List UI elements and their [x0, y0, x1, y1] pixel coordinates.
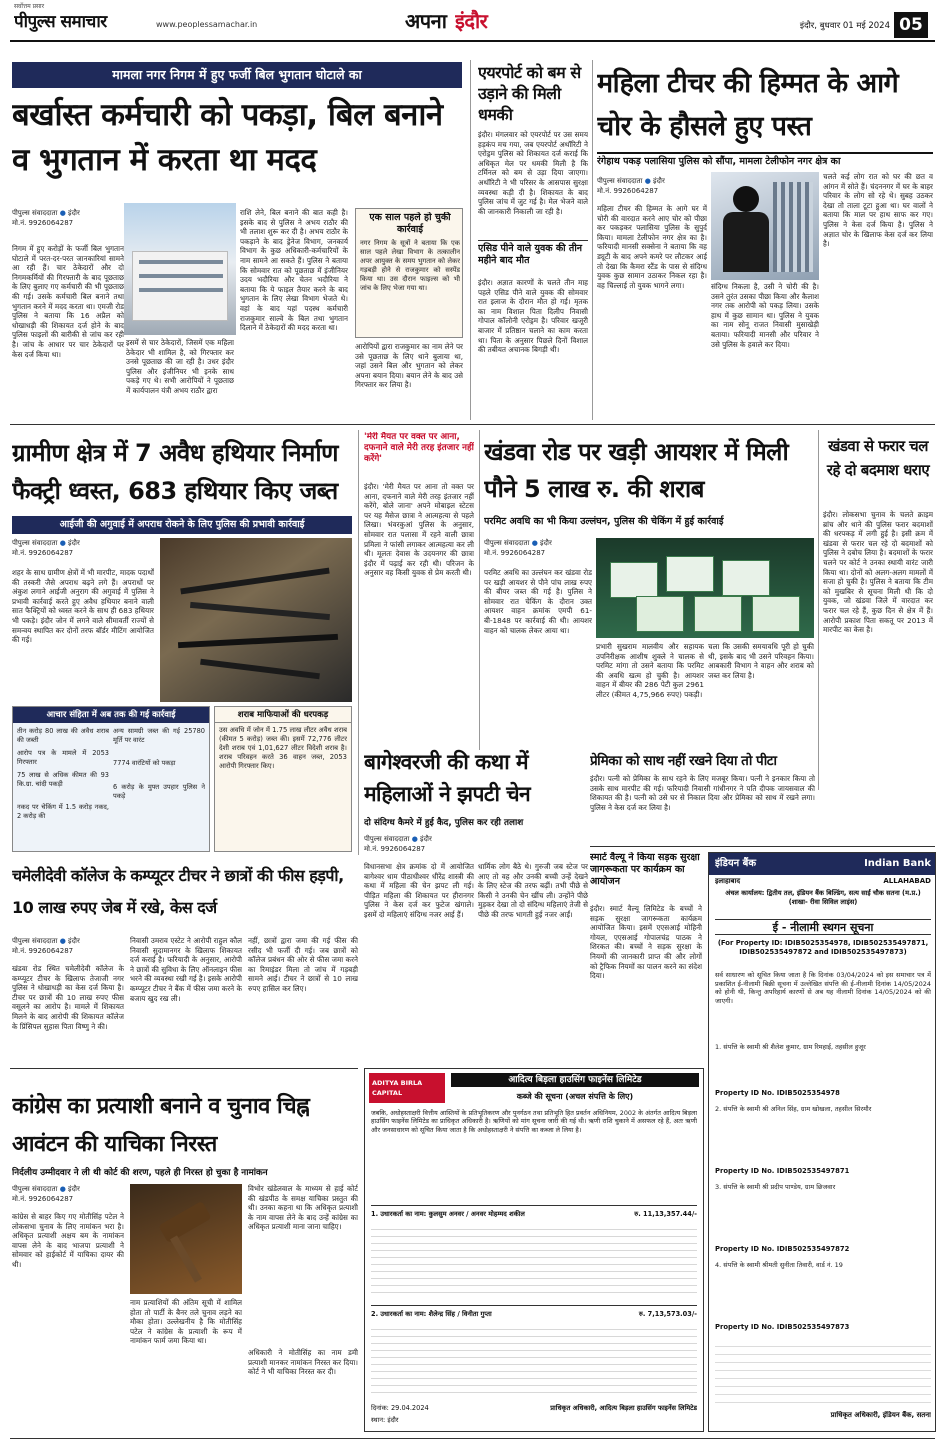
story9-text: इंदौर। पत्नी को प्रेमिका के साथ रहने के लिए मजबूर किया। पत्नी ने इनकार किया तो उसके साथ मारपीट की गई। फरियादी निवासी गांधीनगर ने पति दीपक जायसवाल की शिकायत की है। पत्नी को उसे घर से निकाल दिया और प्रेमिका को साथ में रखने लगा। पुलिस ने केस दर्ज कर लिया है। [590, 774, 815, 812]
birla-entry2-details [371, 1323, 697, 1395]
bank-item: 2. संपत्ति के स्वामी श्री अनिल सिंह, ग्राम खोखला, तहसील सिरमौर [715, 1105, 872, 1113]
story6-kicker: परमिट अवधि का भी किया उल्लंघन, पुलिस की चेकिंग में हुई कार्रवाई [484, 516, 724, 527]
story2-headline[interactable]: एयरपोर्ट को बम से उड़ाने की मिली धमकी [478, 63, 581, 124]
byline-mobile: मो.नं. 9926064287 [12, 219, 74, 227]
sidebox-title: एक साल पहले हो चुकी कार्रवाई [369, 212, 451, 235]
byline-city: इंदौर [420, 835, 432, 843]
story2-text: इंदौर। मंगलवार को एयरपोर्ट पर उस समय हड़कंप मच गया, जब एयरपोर्ट अथॉरिटी ने एरोड्रम पुलिस को शिकायत दर्ज कराई कि अधिकृत मेल पर धमकी मिली है कि टर्मिनल को बम से उड़ा दिया जाएगा। अथॉरिटी ने भी परिसर के आसपास सुरक्षा व्यवस्था कड़ी दी है। शिकायत के बाद पुलिस जांच में जुट गई है। मेल भेजने वाले की जानकारी निकाली जा रही है। [478, 130, 588, 216]
story1-col4: आरोपियों द्वारा राजकुमार का नाम लेने पर उसे पूछताछ के लिए थाने बुलाया था, जहां उसने बिल और भुगतान को लेकर अपना बयान दिया। बयान लेने के बाद उसे गिरफ्तार कर लिया है। [355, 342, 463, 390]
box1-item: 75 लाख से अधिक कीमत की 93 कि.ग्रा. चांदी पकड़ी [17, 771, 109, 788]
story12-col4: अधिकारी ने मोतीसिंह का नाम डमी प्रत्याशी मानकर नामांकन निरस्त कर दिया। कोर्ट ने भी याचिका निरस्त कर दी। [248, 1348, 358, 1377]
bank-property-id[interactable]: Property ID No. IDIB502535497871 [715, 1167, 850, 1175]
bank-property-ids: (For Property ID: IDIB5025354978, IDIB502535497871, IDIB502535497872 and IDIB502535497873) [717, 939, 929, 957]
bank-body: सर्व साधारण को सूचित किया जाता है कि दिनांक 03/04/2024 को इस समाचार पत्र में प्रकाशित ई-नीलामी बिक्री सूचना में उल्लेखित संपत्ति की ई-नीलामी दिनांक 14/05/2024 को होनी थी, किन्तु अपरिहार्य कारणों से अब यह नीलामी दिनांक 14/05/2024 को की जाएगी। [715, 971, 931, 1005]
bank-name-hindi: इंडियन बैंक [715, 858, 757, 869]
box1-item: 7774 वारंटियों को पकड़ा [113, 759, 176, 767]
bank-property-id[interactable]: Property ID No. IDIB502535497872 [715, 1245, 850, 1253]
box1-item: तीन करोड़ 80 लाख की अवैध शराब की जब्ती [17, 727, 109, 744]
bank-sign: प्राधिकृत अधिकारी, इंडियन बैंक, सतना [830, 1411, 931, 1419]
box1-item: नकद पर चेकिंग में 1.5 करोड़ नकद, 2 करोड़ की [17, 803, 109, 820]
story6-col2: प्रभारी सुखराम मालवीय और सहायक उपनिरीक्षक आशीष शुक्ले ने चालक से परमिट मांगा तो उसने बताया कि परमिट की अवधि खत्म हो चुकी है। आयशर वाहन में बीयर की 286 पेटी कुल 2961 लीटर (कीमत 4,75,966 रुपए) पकड़ी। [596, 642, 704, 699]
story1-col2: इसमें से चार ठेकेदारों, जिसमें एक महिला ठेकेदार भी शामिल है, को गिरफ्तार कर उनसे पूछताछ की जा रही है। उधर इंदौर पुलिस और इंजीनियर भी इनके साथ पकड़े गए थे। सभी आरोपियों ने पूछताछ में कार्यपालन यंत्री अभय राठौर द्वारा [126, 338, 234, 395]
byline-reporter: पीपुल्स संवाददाता [484, 539, 530, 547]
story3-photo-thief [711, 172, 819, 280]
bank-zone: अंचल कार्यालय: द्वितीय तल, इंडियन बैंक बिल्डिंग, सत्य साईं चौक सतना (म.प्र.) (शाखा- रीवा सिविल लाइंस) [725, 889, 921, 906]
ad-aditya-birla[interactable] [364, 1068, 704, 1432]
bank-item: 3. संपत्ति के स्वामी श्री प्रदीप पाण्डेय, ग्राम छिजवार [715, 1183, 836, 1191]
story4-text: शहर के साथ ग्रामीण क्षेत्रों में भी मारपीट, मादक पदार्थों की तस्करी जैसे अपराध बढ़ने लगे हैं। अपराधों पर अंकुश लगाने आईजी अनुराग की अगुवाई में पुलिस ने प्रभावी कार्रवाई करते हुए अवैध हथियार बनाने वाली सात फैक्ट्रियों को ध्वस्त करने के साथ ही 683 हथियार भी पकड़े। इंदौर जोन में लगने वाले सीमावर्ती राज्यों से समन्वय स्थापित कर दोनों तरफ बॉर्डर मीटिंग आयोजित की गई। [12, 568, 154, 645]
story1-sidebox [355, 208, 463, 338]
story3-kicker: रंगेहाथ पकड़ पलासिया पुलिस को सौंपा, मामला टेलीफोन नगर क्षेत्र का [597, 152, 933, 168]
story12-col3: विभोर खंडेलवाल के माध्यम से हाई कोर्ट की खंडपीठ के समक्ष याचिका प्रस्तुत की थी। उनका कहना था कि अधिकृत प्रत्याशी के नाम वापस लेने के बाद उन्हें कांग्रेस का अधिकृत प्रत्याशी माना जाना चाहिए। [248, 1184, 358, 1232]
story6-col1: परमिट अवधि का उल्लंघन कर खंडवा रोड पर खड़ी आयशर से पौने पांच लाख रुपए की बीयर जब्त की गई है। पुलिस ने सोमवार रात चेकिंग के दौरान उक्त आयशर वाहन क्रमांक एमपी 61-बी-1848 पर कार्रवाई की थी। आयशर वाहन को चालक लेकर आया था। [484, 568, 592, 635]
story5-text: इंदौर। 'मेरी मैयत पर आना तो वक्त पर आना, दफनाने वाले मेरी तरह इंतजार नहीं करेंगे, बोले जाना' अपने मोबाइल स्टेटस पर यह मैसेज छात्रा ने आत्महत्या से पहले लिखा। भंवरकुआं पुलिस के अनुसार, सोमवार रात पलासा में रहने वाली छात्रा प्रमिला ने फांसी लगाकर आत्महत्या कर ली थी। मूलतः देवास के उदयनगर की छात्रा इंदौर में पढ़ाई कर रही थी। परिजन के अनुसार वह किसी युवक से प्रेम करती थी। [364, 482, 474, 578]
story1-photo-building [124, 203, 236, 335]
story1-byline [12, 208, 122, 232]
birla-notice-title: कब्जे की सूचना (अचल संपत्ति के लिए) [516, 1092, 634, 1101]
birla-entry2: 2. उधारकर्ता का नाम: शैलेन्द्र सिंह / विनीता गुप्ता [371, 1310, 492, 1318]
byline-city: इंदौर [68, 937, 80, 945]
story4-kicker: आईजी की अगुवाई में अपराध रोकने के लिए पुलिस की प्रभावी कार्रवाई [12, 516, 352, 534]
bank-item: 4. संपत्ति के स्वामी श्रीमती सुनीता तिवारी, वार्ड नं. 19 [715, 1261, 843, 1269]
story1-col3: राशि लेने, बिल बनाने की बात कही है। इसके बाद से पुलिस ने अभय राठौर की भी तलाश शुरू कर दी है। अभय राठौर के पकड़ाने के बाद ड्रेनेज विभाग, जनकार्य विभाग के कुछ अधिकारी-कर्मचारियों के नाम सामने आ सकते हैं। पुलिस ने बताया कि सोमवार रात को पूछताछ में इंजीनियर उदय भदौरिया और चेतन भदौरिया ने बताया कि ये फाइल तैयार करने के बाद भुगतान के लिए लेखा विभाग भेजते थे। वहां के बाद यहां पदस्थ कर्मचारी राजकुमार साल्वे के बिल तथा भुगतान दिलाने में ठेकेदारों की मदद करता था। [240, 208, 348, 333]
story8-col1: विधानसभा क्षेत्र क्रमांक दो में आयोजित बागेश्वर धाम पीठाधीश्वर धीरेंद्र शास्त्री की कथा में महिला की चेन झपट ली गई। पीड़ित महिला की शिकायत पर हीरानगर पुलिस ने केस दर्ज कर फुटेज खंगाले। इसमें दो महिलाएं संदिग्ध नजर आई हैं। [364, 862, 474, 919]
byline-reporter: पीपुल्स संवाददाता [12, 1185, 58, 1193]
building-shape [132, 251, 228, 321]
byline-city: इंदौर [68, 1185, 80, 1193]
story11-col3: नहीं, छात्रों द्वारा जमा की गई फीस की रसीद भी फर्जी दी गई। जब छात्रों को कॉलेज प्रबंधन की ओर से फीस जमा करने का रिमाइंडर मिला तो जांच में गड़बड़ी सामने आई। टीचर ने छात्रों से 10 लाख रुपए हासिल कर लिए। [248, 936, 358, 993]
story12-headline[interactable]: कांग्रेस का प्रत्याशी बनाने व चुनाव चिह्न आवंटन की याचिका निरस्त [12, 1094, 310, 1157]
bank-property-id[interactable]: Property ID No. IDIB502535497873 [715, 1323, 850, 1331]
bank-header [709, 853, 935, 875]
story7-headline[interactable]: खंडवा से फरार चल रहे दो बदमाश धराए [826, 437, 930, 479]
newspaper-logo: पीपुल्स समाचार [14, 12, 107, 32]
story5-quote[interactable]: 'मेरी मैयत पर वक्त पर आना, दफनाने वाले मेरी तरह इंतजार नहीं करेंगे' [364, 432, 474, 464]
story8-kicker: दो संदिग्ध कैमरे में हुई कैद, पुलिस कर रही तलाश [364, 818, 524, 828]
birla-entry2-amount: रु. 7,13,573.03/- [638, 1310, 697, 1318]
byline-mobile: मो.नं. 9926064287 [364, 845, 426, 853]
story1-kicker: मामला नगर निगम में हुए फर्जी बिल भुगतान घोटाले का [12, 62, 462, 88]
story4-headline[interactable]: ग्रामीण क्षेत्र में 7 अवैध हथियार निर्माण फैक्ट्री ध्वस्त, 683 हथियार किए जब्त [12, 439, 338, 505]
story2-subtext: इंदौर। अज्ञात कारणों के चलते तीन माह पहले एसिड पीने वाले युवक की सोमवार रात इलाज के दौरान मौत हो गई। मृतक का नाम विशाल पिता दिलीप निवासी गोपाल कॉलोनी एरोड्रम है। परिवार खजूरी बाजार में प्रतिष्ठान चलाने का काम करता था। पिता के अनुसार पिछले दिनों विशाल की तबीयत अचानक बिगड़ी थी। [478, 278, 588, 355]
byline-mobile: मो.नं. 9926064287 [12, 1195, 74, 1203]
box1-title: आचार संहिता में अब तक की गई कार्रवाई [13, 707, 209, 723]
story8-byline: पीपुल्स संवाददाता ● इंदौर मो.नं. 9926064287 [364, 835, 432, 853]
box1-item: अन्य सामग्री जब्त की गई 25780 मूर्ति पर वारंट [113, 727, 205, 744]
story11-col2: निवासी उमराव एस्टेट ने आरोपी राहुल कौल निवासी सुदामानगर के खिलाफ शिकायत दर्ज कराई है। फरियादी के अनुसार, आरोपी ने छात्रों की सुविधा के लिए ऑनलाइन फीस भरने की व्यवस्था रखी गई है। इसके आरोपी कम्प्यूटर टीचर ने बैंक में फीस जमा करने के बजाय खुद रख ली। [130, 936, 242, 1003]
story6-headline[interactable]: खंडवा रोड पर खड़ी आयशर में मिली पौने 5 लाख रु. की शराब [484, 438, 789, 503]
story7-text: इंदौर। लोकसभा चुनाव के चलते क्राइम ब्रांच और थाने की पुलिस फरार बदमाशों की धरपकड़ में लगी हुई है। इसी क्रम में खंडवा से फरार चल रहे दो बदमाशों को पुलिस ने दबोच लिया है। बदमाशों के फरार चलने पर कोर्ट ने उनका स्थायी वारंट जारी किया था। दोनों को अलग-अलग मामलों में सजा हो चुकी है। पुलिस ने बताया कि टीम को मुखबिर से सूचना मिली थी कि दो युवक, जो खंडवा जिले में वारदात कर फरार चल रहे हैं, कुछ दिन से क्षेत्र में हैं। आरोपी प्रकाश पिता सकतू पर 2013 में मारपीट का केस है। [823, 510, 933, 635]
byline-reporter: पीपुल्स संवाददाता [364, 835, 410, 843]
story8-col2: धार्मिक लोग बैठे थे। गुरुजी जब स्टेज पर आए तो वह और उनकी बच्ची उन्हें देखने के लिए स्टेज की तरफ बढ़ीं। तभी पीछे से किसी ने उनकी चेन खींच ली। उन्होंने पीछे मुड़कर देखा तो दो संदिग्ध महिलाएं तेजी से पीछे की तरफ भागती हुई नजर आईं। [478, 862, 588, 919]
box2-text: उस अवधि में जोन में 1.75 लाख लीटर अवैध शराब (कीमत 5 करोड़) जब्त की। इसमें 72,776 लीटर देशी शराब एवं 1,01,627 लीटर विदेशी शराब है। शराब परिवहन करते 36 वाहन जब्त, 2053 आरोपी गिरफ्तार किए। [219, 726, 347, 770]
story10-headline[interactable]: स्मार्ट वैल्यू ने किया सड़क सुरक्षा जागरूकता पर कार्यक्रम का आयोजन [590, 852, 700, 887]
tagline: सर्वोत्तम प्रसार [14, 3, 45, 10]
ad-indian-bank[interactable] [708, 852, 936, 1432]
byline-reporter: पीपुल्स संवाददाता [12, 937, 58, 945]
story3-col2: संदिग्ध निकला है, उसी ने चोरी की है। उसने तुरंत उसका पीछा किया और कैलाश नगर तक आरोपी को पकड़ लिया। उसके हाथ में कुछ सामान था। पुलिस ने युवक का नाम सोनू राजत निवासी मुसाखेड़ी बताया। फरियादी मानसी और परिवार ने उसे पुलिस के हवाले कर दिया। [711, 282, 819, 349]
story4-byline: पीपुल्स संवाददाता ● इंदौर मो.नं. 9926064287 [12, 539, 80, 557]
story6-col3: चला कि उसकी समयावधि पूरी हो चुकी थी, इसके बाद भी उसने परिवहन किया। आबकारी विभाग ने वाहन और शराब को जब्त कर लिया है। [708, 642, 814, 680]
story3-byline: पीपुल्स संवाददाता ● इंदौर मो.नं. 9926064287 [597, 177, 665, 195]
story11-byline: पीपुल्स संवाददाता ● इंदौर मो.नं. 9926064287 [12, 937, 80, 955]
birla-entry1-amount: रु. 11,13,357.44/- [634, 1210, 697, 1218]
story12-col2: नाम प्रत्याशियों की अंतिम सूची में शामिल होता तो पार्टी के बैनर तले चुनाव लड़ने का मौका होता। उल्लेखनीय है कि मोतीसिंह पटेल ने कांग्रेस के प्रत्याशी के रूप में नामांकन फार्म जमा किया था। [130, 1298, 242, 1346]
story8-headline[interactable]: बागेश्वरजी की कथा में महिलाओं ने झपटी चेन [364, 750, 531, 806]
byline-dot: ● [59, 209, 66, 217]
story1-headline[interactable]: बर्खास्त कर्मचारी को पकड़ा, बिल बनाने व भुगतान में करता था मदद [12, 97, 443, 178]
byline-city: इंदौर [68, 209, 80, 217]
box2-title: शराब माफियाओं की धरपकड़ [215, 707, 351, 723]
bank-sub-english: ALLAHABAD [883, 877, 931, 885]
story9-headline[interactable]: प्रेमिका को साथ नहीं रखने दिया तो पीटा [590, 753, 777, 769]
byline-mobile: मो.नं. 9926064287 [12, 549, 74, 557]
byline-city: इंदौर [68, 539, 80, 547]
birla-place: स्थान: इंदौर [371, 1416, 399, 1424]
byline-mobile: मो.नं. 9926064287 [597, 187, 659, 195]
section-label-b: इंदौर [455, 9, 488, 33]
story4-box2 [214, 706, 352, 852]
story2-subhead[interactable]: एसिड पीने वाले युवक की तीन महीने बाद मौत [478, 240, 588, 276]
section-label-a: अपना [405, 9, 447, 33]
byline-reporter: पीपुल्स संवाददाता [12, 209, 58, 217]
story4-box1 [12, 706, 210, 852]
byline-city: इंदौर [653, 177, 665, 185]
bank-name-english: Indian Bank [864, 858, 931, 869]
box1-item: 6 करोड़ के मुफ्त उपहार पुलिस ने पकड़े [113, 783, 205, 800]
story6-byline: पीपुल्स संवाददाता ● इंदौर मो.नं. 9926064287 [484, 539, 552, 557]
dateline: इंदौर, बुधवार 01 मई 2024 [799, 21, 890, 31]
website[interactable]: www.peoplessamachar.in [156, 20, 258, 29]
story11-col1: खंडवा रोड स्थित चमेलीदेवी कॉलेज के कम्प्यूटर टीचर के खिलाफ तेजाजी नगर पुलिस ने धोखाधड़ी का केस दर्ज किया है। टीचर पर छात्रों की 10 लाख रुपए फीस वसूलने का आरोप है। मामले में शिकायत मिलने के बाद आरोपी की शिकायत कॉलेज के प्रिंसिपल सुहास पिता विष्णु ने की। [12, 964, 124, 1031]
story12-kicker: निर्दलीय उम्मीदवार ने ली थी कोर्ट की शरण, पहले ही निरस्त हो चुका है नामांकन [12, 1168, 268, 1178]
birla-logo: ADITYA BIRLA CAPITAL [369, 1073, 445, 1103]
bank-property-id[interactable]: Property ID No. IDIB5025354978 [715, 1089, 840, 1097]
sidebox-text: नगर निगम के सूत्रों ने बताया कि एक साल पहले लेखा विभाग के तत्कालीन अपर आयुक्त के समय भुगतान को लेकर गड़बड़ी होने से राजकुमार को सस्पेंड किया था। उस दौरान फाइल्स को भी जांच के लिए भेजा गया था। [360, 239, 460, 292]
story12-photo-gavel [130, 1184, 242, 1294]
birla-title: आदित्य बिड़ला हाउसिंग फाइनेंस लिमिटेड [451, 1073, 699, 1087]
byline-mobile: मो.नं. 9926064287 [12, 947, 74, 955]
bank-notice-title: ई - नीलामी स्थगन सूचना [715, 919, 931, 935]
birla-sign: प्राधिकृत अधिकारी, आदित्य बिड़ला हाउसिंग फाइनेंस लिमिटेड [550, 1404, 697, 1412]
story11-headline[interactable]: चमेलीदेवी कॉलेज के कम्प्यूटर टीचर ने छात्रों की फीस हड़पी, 10 लाख रुपए जेब में रखे, केस दर्ज [12, 866, 344, 917]
story1-col1: निगम में हुए करोड़ों के फर्जी बिल भुगतान घोटाले में परत-दर-परत जानकारियां सामने आ रही हैं। चार ठेकेदारों और दो निगमकर्मियों की गिरफ्तारी के बाद पूछताछ के लिए बुलाए गए कर्मचारी की भी पूछताछ की गई। उसके कर्मचारी बिल बनाने तथा भुगतान करने में मदद करता था। एमजी रोड पुलिस ने बताया कि 16 अप्रैल को धोखाधड़ी की शिकायत दर्ज होने के बाद पुलिस फाइलों की बारीकी से जांच कर रही है। जांच के आधार पर चार ठेकेदारों पर केस दर्ज किया था। [12, 244, 124, 359]
bank-item: 1. संपत्ति के स्वामी श्री शैलेश कुमार, ग्राम रिमहाई, तहसील हुजूर [715, 1043, 866, 1051]
byline-city: इंदौर [540, 539, 552, 547]
birla-date: दिनांक: 29.04.2024 [371, 1404, 429, 1412]
byline-reporter: पीपुल्स संवाददाता [12, 539, 58, 547]
story12-byline: पीपुल्स संवाददाता ● इंदौर मो.नं. 9926064287 [12, 1185, 80, 1203]
byline-mobile: मो.नं. 9926064287 [484, 549, 546, 557]
story12-col1: कांग्रेस से बाहर किए गए मोतीसिंह पटेल ने लोकसभा चुनाव के लिए नामांकन भरा है। अधिकृत प्रत्याशी अक्षय बम के नामांकन वापस लेने के बाद भाजपा प्रत्याशी ने सोमवार को हाईकोर्ट में याचिका दायर की थी। [12, 1212, 124, 1269]
story6-photo-beer [596, 538, 814, 638]
bank-property-details [715, 1339, 931, 1403]
story10-text: इंदौर। स्मार्ट वैल्यू लिमिटेड के बच्चों ने सड़क सुरक्षा जागरूकता कार्यक्रम आयोजित किया। इसमें एएसआई मोहिनी गोयल, एएसआई गोपालचंद्र पाठक ने शिरकत की। बच्चों ने सड़क सुरक्षा के नियमों की जानकारी प्राप्त की और लोगों को ट्रैफिक नियमों का पालन करने का संदेश दिया। [590, 904, 702, 981]
story3-headline[interactable]: महिला टीचर की हिम्मत के आगे चोर के हौसले हुए पस्त [597, 68, 899, 142]
box1-item: आरोप पत्र के मामले में 2053 गिरफ्तार [17, 749, 109, 766]
story4-photo-weapons [160, 538, 352, 702]
bank-sub-hindi: इलाहाबाद [715, 877, 741, 885]
birla-entry1-details [371, 1223, 697, 1299]
story3-col1: महिला टीचर की हिम्मत के आगे घर में चोरी की वारदात करने आए चोर को पीछा कर पकड़कर पलासिया पुलिस के सुपुर्द किया। मामला टेलीफोन नगर क्षेत्र का है। फरियादी मानसी सक्सेना ने बताया कि वह ड्यूटी के बाद अपने कमरे पर लौटकर आई तो देखा कि कैमरा स्टैंड के पास से संदिग्ध युवक कुछ सामान उठाकर निकल रहा है। वह चिल्लाई तो युवक भागने लगा। [597, 204, 707, 290]
masthead [0, 0, 945, 46]
page-number: 05 [894, 12, 928, 38]
story3-col3: चलते कई लोग रात को घर की छत व आंगन में सोते हैं। चंदननगर में घर के बाहर परिवार के लोग सो रहे थे। सुबह उठकर देखा तो ताला टूटा हुआ था। घर वालों ने बताया कि माल पर हाथ साफ कर गए। पुलिस ने केस दर्ज किया है। पुलिस ने अज्ञात चोर के खिलाफ केस दर्ज कर लिया है। [823, 172, 933, 249]
birla-body: जबकि, अधोहस्ताक्षरी वित्तीय आस्तियों के प्रतिभूतिकरण और पुनर्गठन तथा प्रतिभूति हित प्रवर्तन अधिनियम, 2002 के अंतर्गत आदित्य बिड़ला हाउसिंग फाइनेंस लिमिटेड का प्राधिकृत अधिकारी है। ऋणियों को मांग सूचना जारी की गई थी। ऋणी राशि चुकाने में असफल रहे हैं, अतः ऋणी और जनसाधारण को सूचित किया जाता है कि अधोहस्ताक्षरी ने संपत्ति का कब्जा ले लिया है। [371, 1109, 697, 1134]
birla-entry1: 1. उधारकर्ता का नाम: कुलसुम अनवर / अनवर मोहम्मद शकील [371, 1210, 525, 1218]
byline-reporter: पीपुल्स संवाददाता [597, 177, 643, 185]
